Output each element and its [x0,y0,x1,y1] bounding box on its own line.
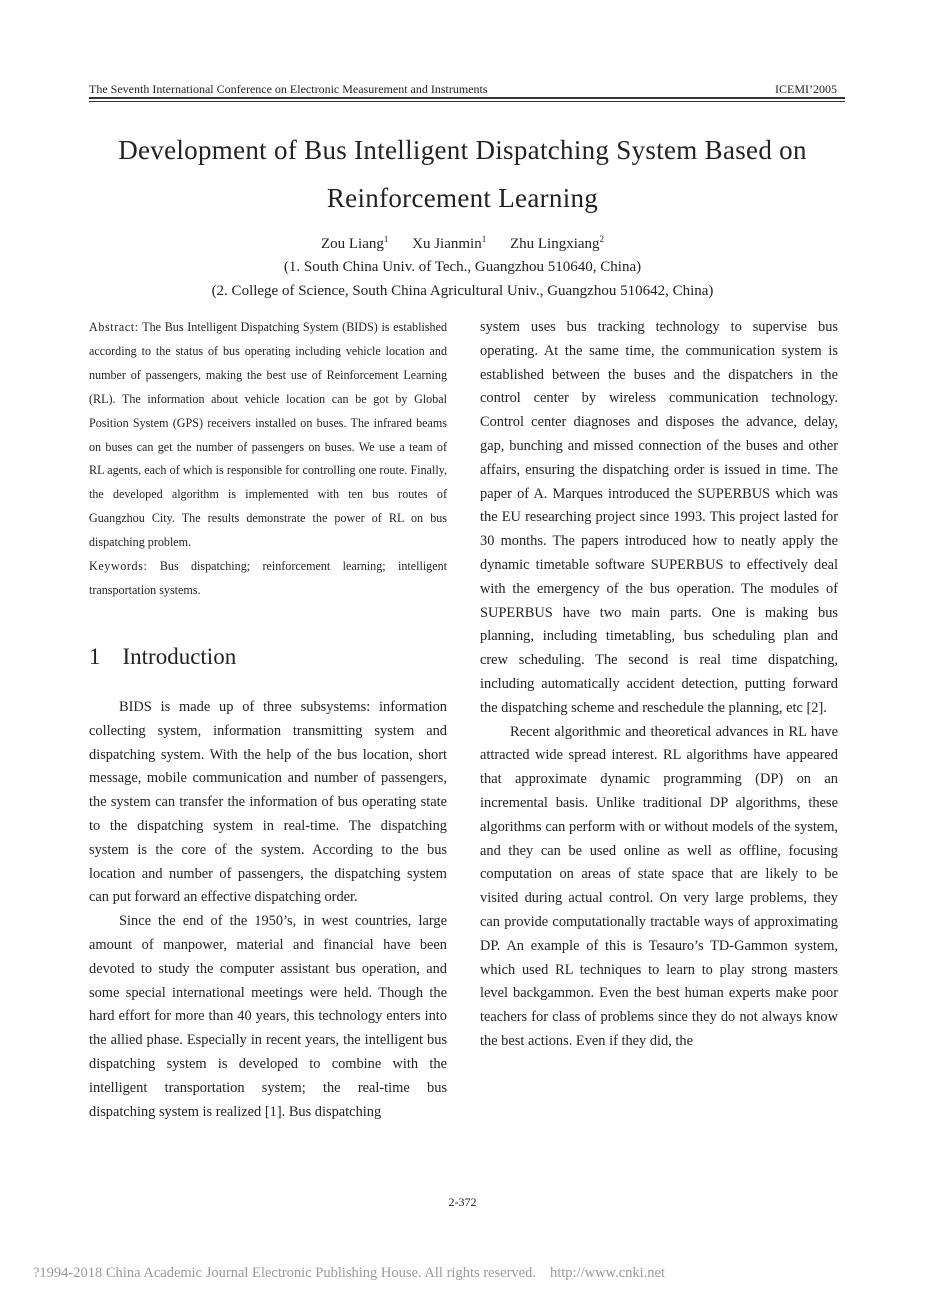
abstract-text: The Bus Intelligent Dispatching System (BIDS) is established according to the status of bus operating including vehicle location and number of passengers, making the best use of Reinforcement Learning (RL). The information about vehicle location can be got by Global Position System (GPS) receivers installed on buses. The infrared beams on buses can get the number of passengers on buses. We use a team of RL agents, each of which is responsible for controlling one route. Finally, the developed algorithm is implemented with ten bus routes of Guangzhou City. The results demonstrate the power of RL on bus dispatching problem. [89,320,447,550]
paragraph: BIDS is made up of three subsystems: information collecting system, information transmitting system and dispatching system. With the help of the bus location, short message, mobile communication and number of passengers, the system can transfer the information of bus operating state to the dispatching system in real-time. The dispatching system is the core of the system. According to the bus location and number of passengers, the dispatching system can put forward an effective dispatching order. [89,699,447,906]
abstract [89,316,447,555]
footer-url-link[interactable]: http://www.cnki.net [549,1265,666,1281]
author: Zou Liang$^1$ [320,234,389,252]
conference-name: The Seventh International Conference on Electronic Measurement and Instruments [89,82,488,96]
section-title-text: Introduction [122,644,237,669]
header-rule-thick [89,97,845,99]
keywords-text: Bus dispatching; reinforcement learning; intelligent transportation systems. [89,559,448,597]
header-rule-thin [89,101,845,102]
abstract-label: Abstract: [89,320,139,334]
paragraph: Since the end of the 1950’s, in west countries, large amount of manpower, material and financial have been devoted to study the computer assistant bus operation, and some special international meetings were held. Though the hard effort for more than 40 years, this technology enters into the allied phase. Especially in recent years, the intelligent bus dispatching system is developed to combine with the intelligent transportation system; the real-time bus dispatching system is realized [1]. Bus dispatching [89,913,447,1120]
paragraph: Recent algorithmic and theoretical advances in RL have attracted wide spread interest. RL algorithms have appeared that approximate dynamic programming (DP) on an incremental basis. Unlike traditional DP algorithms, these algorithms can perform with or without models of the system, and they can be used online as well as offline, focusing computation on areas of state space that are likely to be visited during actual control. On very large problems, they can provide computationally tractable ways of approximating DP. An example of this is Tesauro’s TD-Gammon system, which used RL techniques to learn to play strong masters level backgammon. Even the best human experts make poor teachers for class of problems since they do not always know the best actions. Even if they did, the [480,723,838,1049]
left-column-body [89,696,447,1124]
copyright-footer [33,1265,665,1282]
keywords [89,555,447,603]
keywords-label: Keywords: [89,559,148,574]
affiliation-1: (1. South China Univ. of Tech., Guangzhou 510640, China) [283,259,642,275]
copyright-text: ?1994-2018 China Academic Journal Electronic Publishing House. All rights reserved. [33,1265,536,1281]
author: Xu Jianmin$^1$ [412,234,487,252]
section-number: 1 [89,644,101,669]
page-number: 2-372 [448,1195,477,1209]
author-list [0,234,925,253]
author: Zhu Lingxiang$^2$ [509,234,605,252]
conference-abbreviation: ICEMI’2005 [775,82,837,96]
paper-title [40,126,885,222]
running-header [89,79,845,99]
title-line-2: Reinforcement Learning [326,183,599,213]
section-heading-introduction [89,644,236,670]
paragraph: system uses bus tracking technology to supervise bus operating. At the same time, the communication system is established between the buses and the dispatchers in the control center by wireless communication technology. Control center diagnoses and disposes the advance, delay, gap, bunching and missed connection of the buses and other affairs, ensuring the dispatching order is issued in time. The paper of A. Marques introduced the SUPERBUS which was the EU researching project since 1993. This project lasted for 30 months. The papers introduced how to neatly apply the dynamic timetable software SUPERBUS to effectively deal with the emergency of the bus operation. The modules of SUPERBUS have two main parts. One is making bus planning, including timetabling, bus scheduling plan and crew scheduling. The second is real time dispatching, including automatically accident detection, putting forward the dispatching scheme and reschedule the planning, etc [2]. [480,319,838,716]
affiliation-2: (2. College of Science, South China Agricultural Univ., Guangzhou 510642, China) [211,283,714,299]
abstract-block [89,316,447,603]
right-column-body [480,316,838,1054]
title-line-1: Development of Bus Intelligent Dispatching System Based on [118,135,807,165]
